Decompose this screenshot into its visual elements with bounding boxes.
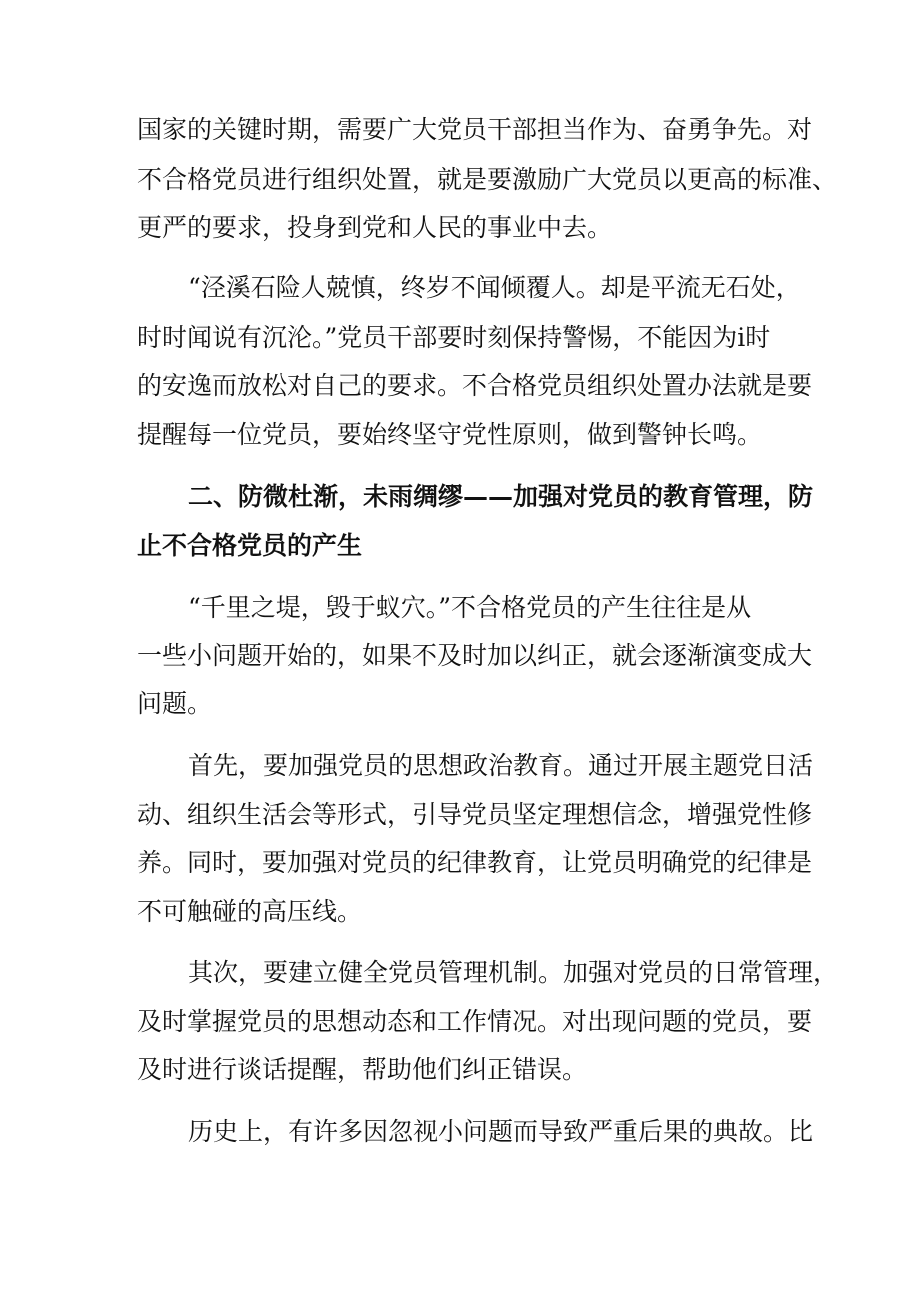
text-line: 首先，要加强党员的思想政治教育。通过开展主题党日活 bbox=[188, 751, 814, 780]
text-line: 一些小问题开始的，如果不及时加以纠正，就会逐渐演变成大 bbox=[137, 641, 813, 670]
text-line: “泾溪石险人兢慎，终岁不闻倾覆人。却是平流无石处， bbox=[188, 273, 801, 302]
text-line: 养。同时，要加强对党员的纪律教育，让党员明确党的纪律是 bbox=[137, 848, 813, 877]
text-line: 及时进行谈话提醒，帮助他们纠正错误。 bbox=[137, 1055, 588, 1084]
text-line: 及时掌握党员的思想动态和工作情况。对出现问题的党员，要 bbox=[137, 1007, 813, 1036]
text-line: 动、组织生活会等形式，引导党员坚定理想信念，增强党性修 bbox=[137, 800, 813, 829]
text-line: 问题。 bbox=[137, 689, 213, 718]
heading-line: 二、防微杜渐，未雨绸缪——加强对党员的教育管理，防 bbox=[188, 482, 814, 511]
text-line: 的安逸而放松对自己的要求。不合格党员组织处置办法就是要 bbox=[137, 371, 813, 400]
text-line: 不可触碰的高压线。 bbox=[137, 897, 363, 926]
text-line: 更严的要求，投身到党和人民的事业中去。 bbox=[137, 213, 613, 242]
text-line: 时时闻说有沉沦。”党员干部要时刻保持警惕，不能因为i时 bbox=[137, 323, 771, 352]
text-line: 历史上，有许多因忽视小问题而导致严重后果的典故。比 bbox=[188, 1117, 814, 1146]
text-line: “千里之堤，毁于蚁穴。”不合格党员的产生往往是从 bbox=[188, 593, 752, 622]
text-line: 不合格党员进行组织处置，就是要激励广大党员以更高的标准、 bbox=[137, 165, 838, 194]
text-line: 提醒每一位党员，要始终坚守党性原则，做到警钟长鸣。 bbox=[137, 420, 763, 449]
text-line: 国家的关键时期，需要广大党员干部担当作为、奋勇争先。对 bbox=[137, 115, 813, 144]
heading-line: 止不合格党员的产生 bbox=[137, 531, 363, 560]
text-line: 其次，要建立健全党员管理机制。加强对党员的日常管理， bbox=[188, 958, 839, 987]
